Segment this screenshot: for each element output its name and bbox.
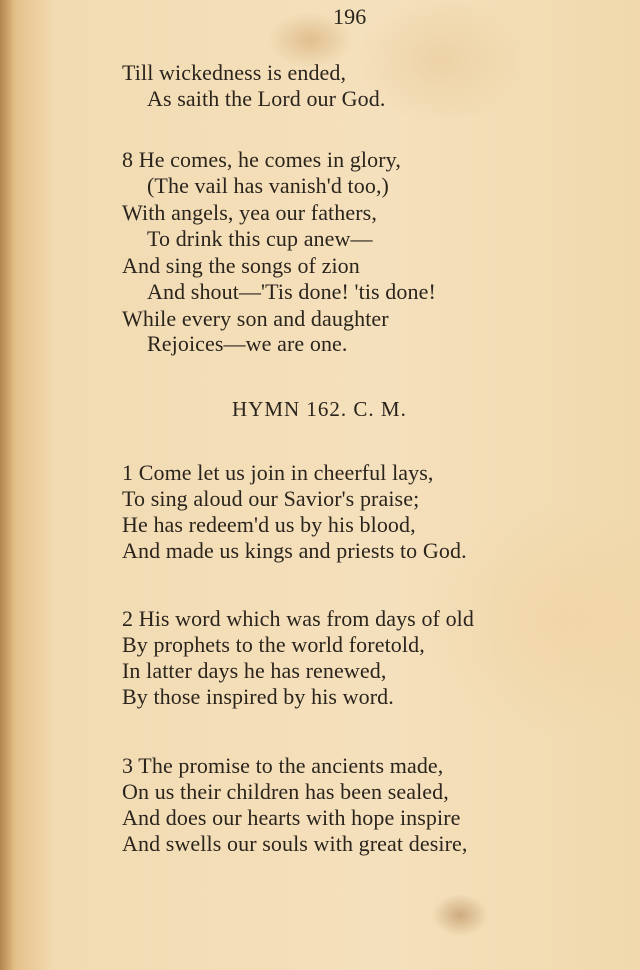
verse-line: 8 He comes, he comes in glory,	[122, 147, 401, 172]
verse-line: By prophets to the world foretold,	[122, 632, 425, 657]
verse-line: He has redeem'd us by his blood,	[122, 512, 416, 537]
verse-line: And sing the songs of zion	[122, 253, 360, 278]
verse-line: 2 His word which was from days of old	[122, 606, 474, 631]
verse-line: On us their children has been sealed,	[122, 779, 449, 804]
page-number: 196	[333, 4, 367, 29]
verse-line: Rejoices—we are one.	[147, 331, 348, 356]
verse-line: By those inspired by his word.	[122, 684, 394, 709]
verse-line: And does our hearts with hope inspire	[122, 805, 461, 830]
verse-line: And made us kings and priests to God.	[122, 538, 467, 563]
verse-line: 1 Come let us join in cheerful lays,	[122, 460, 434, 485]
verse-line: While every son and daughter	[122, 306, 389, 331]
verse-line: 3 The promise to the ancients made,	[122, 753, 444, 778]
verse-line: (The vail has vanish'd too,)	[147, 173, 389, 198]
verse-line: Till wickedness is ended,	[122, 60, 347, 85]
verse-line: To sing aloud our Savior's praise;	[122, 486, 420, 511]
verse-line: To drink this cup anew—	[147, 226, 373, 251]
verse-line: In latter days he has renewed,	[122, 658, 387, 683]
hymn-heading: HYMN 162. C. M.	[232, 397, 407, 421]
verse-line: And shout—'Tis done! 'tis done!	[147, 279, 436, 304]
verse-line: As saith the Lord our God.	[147, 86, 386, 111]
verse-line: With angels, yea our fathers,	[122, 200, 377, 225]
verse-line: And swells our souls with great desire,	[122, 831, 468, 856]
